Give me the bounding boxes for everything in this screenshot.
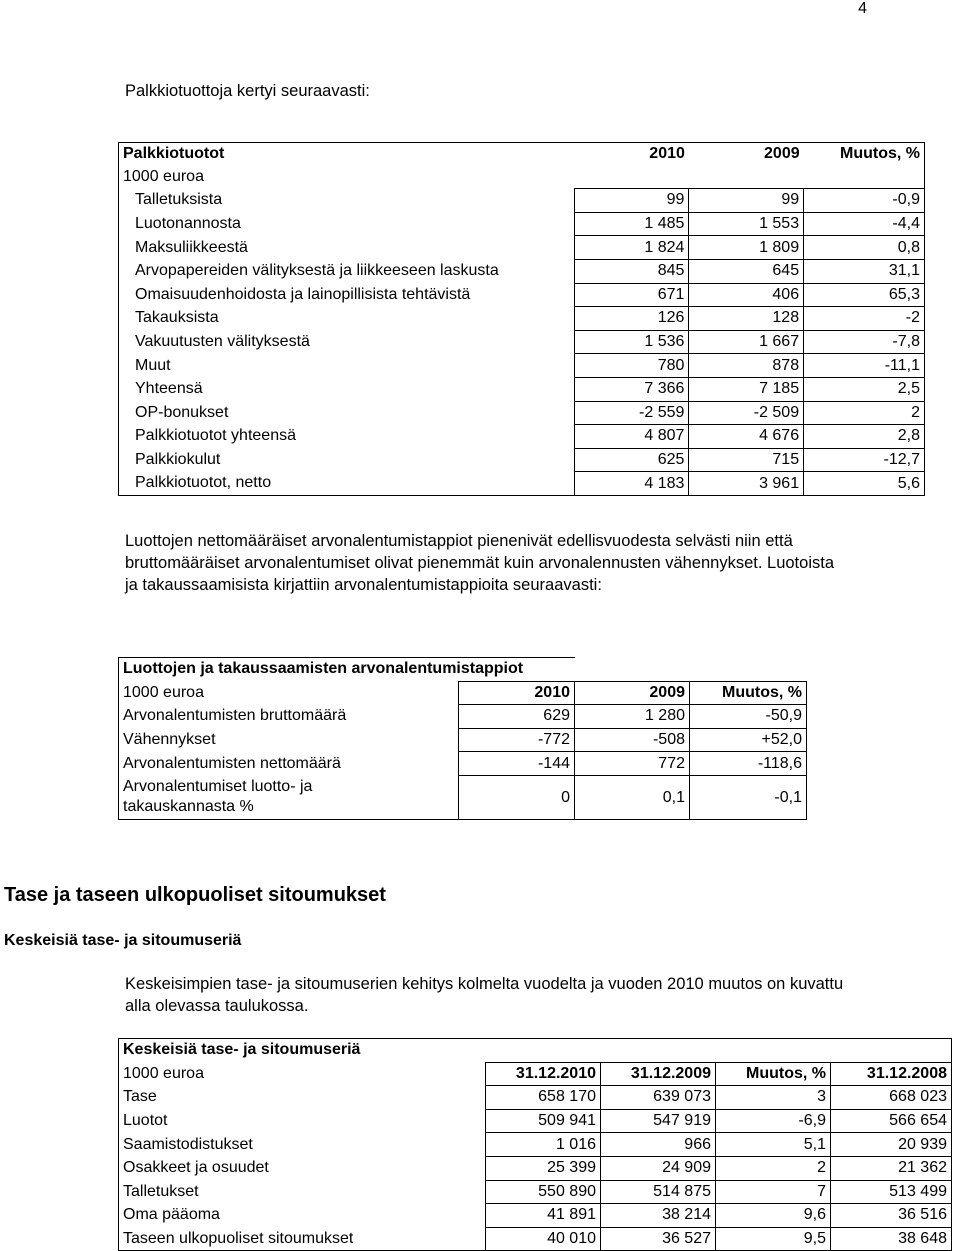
cell-change: 2 [804, 401, 925, 425]
unit-label: 1000 euroa [119, 1062, 486, 1086]
table-header-row [119, 1062, 952, 1086]
cell-2008: 513 499 [831, 1180, 952, 1204]
cell-2008: 20 939 [831, 1133, 952, 1157]
cell-change: 2,5 [804, 377, 925, 401]
row-label: Arvonalentumisten nettomäärä [123, 754, 341, 772]
cell-2008: 668 023 [831, 1086, 952, 1110]
cell-2010: 41 891 [486, 1204, 601, 1228]
table-title: Palkkiotuotot [123, 145, 225, 163]
table-row [119, 705, 807, 729]
cell-2010: 4 807 [574, 425, 689, 449]
cell-change: -0,9 [804, 189, 925, 213]
cell-2009: 645 [689, 259, 804, 283]
cell-2009: 1 809 [689, 236, 804, 260]
table-title-row [119, 1039, 952, 1063]
table-row [119, 1204, 952, 1228]
cell-2008: 21 362 [831, 1156, 952, 1180]
intro-text: Palkkiotuottoja kertyi seuraavasti: [125, 82, 370, 100]
table-row [119, 401, 925, 425]
row-label: Palkkiotuotot yhteensä [135, 427, 296, 445]
table-row [119, 728, 807, 752]
cell-2010: 1 824 [574, 236, 689, 260]
table-row [119, 425, 925, 449]
cell-2010: 1 016 [486, 1133, 601, 1157]
row-label: Vakuutusten välityksestä [135, 333, 310, 351]
table-row [119, 472, 925, 496]
table-row [119, 236, 925, 260]
cell-2009: 715 [689, 448, 804, 472]
row-label: Luotonannosta [135, 215, 241, 233]
cell-change: +52,0 [690, 728, 807, 752]
cell-2010: -772 [459, 728, 575, 752]
cell-2010: 4 183 [574, 472, 689, 496]
cell-2009: 24 909 [601, 1156, 716, 1180]
table-row [119, 377, 925, 401]
table-row [119, 259, 925, 283]
cell-2009: 514 875 [601, 1180, 716, 1204]
cell-2010: 629 [459, 705, 575, 729]
table-row [119, 354, 925, 378]
cell-2010: 25 399 [486, 1156, 601, 1180]
cell-change: -50,9 [690, 705, 807, 729]
table-row [119, 1227, 952, 1251]
cell-change: -0,1 [690, 775, 807, 820]
column-header: Muutos, % [840, 145, 920, 163]
impairment-paragraph [125, 530, 834, 596]
row-label: Osakkeet ja osuudet [119, 1156, 486, 1180]
cell-2010: 780 [574, 354, 689, 378]
column-header: 31.12.2009 [601, 1062, 716, 1086]
cell-2009: 1 667 [689, 330, 804, 354]
cell-change: 7 [716, 1180, 831, 1204]
cell-2010: 1 485 [574, 212, 689, 236]
table-row [119, 212, 925, 236]
column-header: 2010 [459, 681, 575, 705]
cell-2010: 658 170 [486, 1086, 601, 1110]
row-label: Palkkiotuotot, netto [135, 474, 272, 492]
row-label: Arvonalentumisten bruttomäärä [123, 707, 347, 725]
cell-2008: 36 516 [831, 1204, 952, 1228]
cell-change: 3 [716, 1086, 831, 1110]
cell-2010: 126 [574, 307, 689, 331]
row-label: Muut [135, 356, 171, 374]
row-label: Palkkiokulut [135, 451, 221, 469]
row-label-line: takauskannasta % [123, 798, 254, 816]
row-label-line: Arvonalentumiset luotto- ja [123, 778, 313, 796]
row-label: Arvopapereiden välityksestä ja liikkeeseen laskusta [135, 262, 499, 280]
cell-2010: 671 [574, 283, 689, 307]
cell-change: -7,8 [804, 330, 925, 354]
cell-2010: 7 366 [574, 377, 689, 401]
cell-2009: 547 919 [601, 1109, 716, 1133]
cell-2009: -2 509 [689, 401, 804, 425]
row-label: Yhteensä [135, 380, 203, 398]
column-header: Muutos, % [690, 681, 807, 705]
paragraph-line: alla olevassa taulukossa. [125, 997, 309, 1015]
cell-change: -12,7 [804, 448, 925, 472]
cell-2009: 128 [689, 307, 804, 331]
cell-2009: 4 676 [689, 425, 804, 449]
unit-row [119, 166, 925, 189]
cell-2010: 845 [574, 259, 689, 283]
cell-change: 9,5 [716, 1227, 831, 1251]
row-label: Luotot [119, 1109, 486, 1133]
cell-change: -6,9 [716, 1109, 831, 1133]
table-row [119, 283, 925, 307]
table-header-row [119, 143, 925, 166]
cell-2009: 3 961 [689, 472, 804, 496]
cell-2009: 1 280 [575, 705, 690, 729]
cell-2009: 772 [575, 752, 690, 776]
paragraph-line: Luottojen nettomääräiset arvonalentumistappiot pienenivät edellisvuodesta selvästi niin että [125, 532, 793, 550]
table-row [119, 307, 925, 331]
cell-2009: 0,1 [575, 775, 690, 820]
cell-change: 5,6 [804, 472, 925, 496]
section-heading: Tase ja taseen ulkopuoliset sitoumukset [4, 884, 386, 906]
row-label: Taseen ulkopuoliset sitoumukset [119, 1227, 486, 1251]
column-header: 2010 [649, 145, 685, 163]
table-row [119, 1086, 952, 1110]
row-label: Takauksista [135, 309, 219, 327]
cell-change: 2,8 [804, 425, 925, 449]
cell-change: -11,1 [804, 354, 925, 378]
paragraph-line: bruttomääräiset arvonalentumiset olivat pienemmät kuin arvonalennusten vähennykset. Luotoista [125, 554, 834, 572]
row-label: Omaisuudenhoidosta ja lainopillisista tehtävistä [135, 285, 471, 303]
cell-2009: 966 [601, 1133, 716, 1157]
cell-2009: 38 214 [601, 1204, 716, 1228]
cell-2010: 625 [574, 448, 689, 472]
cell-2010: 1 536 [574, 330, 689, 354]
table-row [119, 1109, 952, 1133]
cell-2009: 7 185 [689, 377, 804, 401]
column-header: 31.12.2010 [486, 1062, 601, 1086]
fee-income-table [118, 142, 925, 496]
table-row [119, 1180, 952, 1204]
subsection-heading: Keskeisiä tase- ja sitoumuseriä [4, 932, 242, 949]
cell-change: 0,8 [804, 236, 925, 260]
table-title: Luottojen ja takaussaamisten arvonalentumistappiot [119, 658, 575, 682]
cell-2010: 550 890 [486, 1180, 601, 1204]
column-header: 2009 [575, 681, 690, 705]
unit-label: 1000 euroa [123, 168, 204, 186]
table-title-row [119, 658, 807, 682]
page-number: 4 [858, 0, 867, 17]
table-title: Keskeisiä tase- ja sitoumuseriä [119, 1039, 952, 1063]
cell-2009: 36 527 [601, 1227, 716, 1251]
cell-change: 2 [716, 1156, 831, 1180]
cell-2008: 38 648 [831, 1227, 952, 1251]
cell-change: 5,1 [716, 1133, 831, 1157]
row-label: Maksuliikkeestä [135, 238, 248, 256]
balance-paragraph [125, 973, 843, 1017]
table-row [119, 189, 925, 213]
cell-2009: 878 [689, 354, 804, 378]
table-row [119, 775, 807, 820]
cell-2010: -144 [459, 752, 575, 776]
column-header: 2009 [764, 145, 800, 163]
row-label [119, 775, 459, 820]
cell-change: -4,4 [804, 212, 925, 236]
paragraph-line: ja takaussaamisista kirjattiin arvonalentumistappioita seuraavasti: [125, 576, 602, 594]
cell-2009: 639 073 [601, 1086, 716, 1110]
cell-2010: -2 559 [574, 401, 689, 425]
row-label: Talletukset [119, 1180, 486, 1204]
impairment-table [118, 657, 807, 820]
cell-2010: 99 [574, 189, 689, 213]
cell-2009: 1 553 [689, 212, 804, 236]
column-header: Muutos, % [716, 1062, 831, 1086]
cell-2010: 509 941 [486, 1109, 601, 1133]
table-row [119, 752, 807, 776]
table-row [119, 330, 925, 354]
cell-2009: 99 [689, 189, 804, 213]
cell-2010: 0 [459, 775, 575, 820]
table-row [119, 1156, 952, 1180]
cell-change: 31,1 [804, 259, 925, 283]
row-label: OP-bonukset [135, 403, 229, 421]
unit-label: 1000 euroa [123, 683, 204, 701]
column-header: 31.12.2008 [831, 1062, 952, 1086]
table-row [119, 1133, 952, 1157]
row-label: Oma pääoma [119, 1204, 486, 1228]
cell-change: -118,6 [690, 752, 807, 776]
table-header-row [119, 681, 807, 705]
cell-2010: 40 010 [486, 1227, 601, 1251]
paragraph-line: Keskeisimpien tase- ja sitoumuserien kehitys kolmelta vuodelta ja vuoden 2010 muutos on kuvattu [125, 975, 844, 993]
balance-table [118, 1038, 952, 1251]
row-label: Vähennykset [123, 731, 216, 749]
row-label: Saamistodistukset [119, 1133, 486, 1157]
cell-2009: 406 [689, 283, 804, 307]
cell-change: 9,6 [716, 1204, 831, 1228]
cell-change: -2 [804, 307, 925, 331]
table-row [119, 448, 925, 472]
cell-2009: -508 [575, 728, 690, 752]
row-label: Talletuksista [135, 191, 223, 209]
cell-2008: 566 654 [831, 1109, 952, 1133]
row-label: Tase [119, 1086, 486, 1110]
cell-change: 65,3 [804, 283, 925, 307]
